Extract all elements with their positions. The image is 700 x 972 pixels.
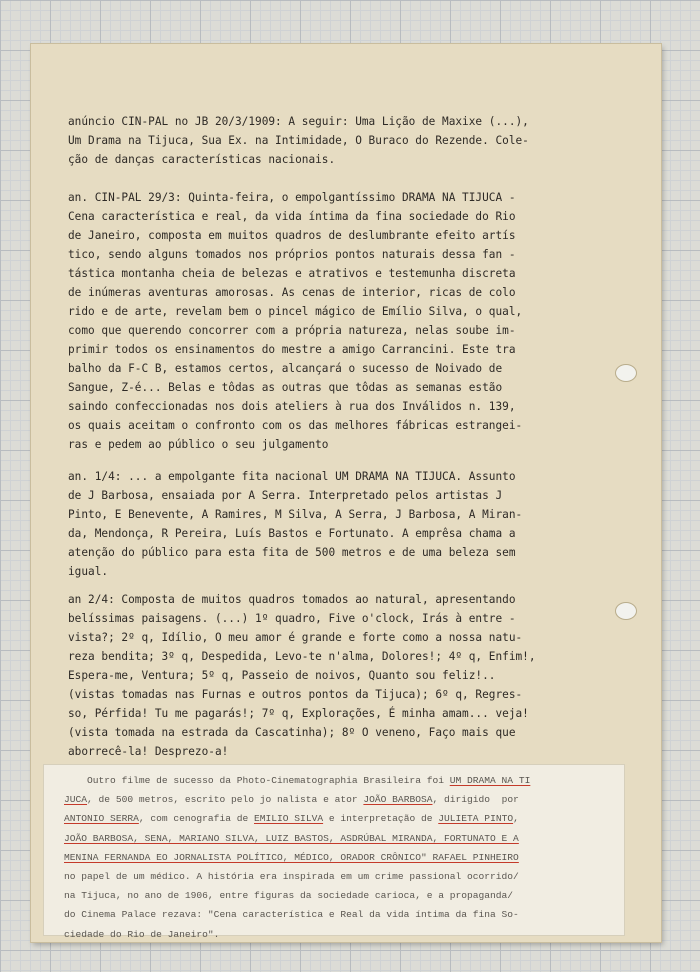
note-line: ciedade do Rio de Janeiro". <box>64 928 220 940</box>
text-line: de Janeiro, composta em muitos quadros de deslumbrante efeito artís <box>68 229 516 242</box>
underlined-name: EMILIO SILVA <box>254 813 324 825</box>
text-line: Espera-me, Ventura; 5º q, Passeio de noivos, Quanto sou feliz!.. <box>68 669 496 682</box>
text-line: reza bendita; 3º q, Despedida, Levo-te n'alma, Dolores!; 4º q, Enfim!, <box>68 650 536 663</box>
text-line: Cena característica e real, da vida íntima da fina sociedade do Rio <box>68 210 516 223</box>
text-line: Pinto, E Benevente, A Ramires, M Silva, A Serra, J Barbosa, A Miran- <box>68 508 523 521</box>
note-line: na Tijuca, no ano de 1906, entre figuras da sociedade carioca, e a propaganda/ <box>64 890 514 902</box>
note-line: ANTONIO SERRA, com cenografia de EMILIO SILVA e interpretação de JULIETA PINTO, <box>64 813 519 825</box>
pasted-note <box>44 765 624 940</box>
text-line: igual. <box>68 565 109 578</box>
note-line: JUCA, de 500 metros, escrito pelo jo nalista e ator JOÃO BARBOSA, dirigido por <box>64 794 519 806</box>
paragraph-announcement-29-3 <box>68 188 654 454</box>
paragraph-announcement-1-4 <box>68 467 654 581</box>
text-line: belíssimas paisagens. (...) 1º quadro, Five o'clock, Irás à entre - <box>68 612 516 625</box>
underlined-name: ANTONIO SERRA <box>64 813 139 825</box>
text-line: an. CIN-PAL 29/3: Quinta-feira, o empolgantíssimo DRAMA NA TIJUCA - <box>68 191 516 204</box>
note-line: do Cinema Palace rezava: "Cena característica e Real da vida íntima da fina So- <box>64 909 519 921</box>
text-line: (vista tomada na estrada da Cascatinha); 8º O veneno, Faço mais que <box>68 726 516 739</box>
text-line: tico, sendo alguns tomados nos próprios pontos naturais dessa fan - <box>68 248 516 261</box>
paragraph-announcement-jb <box>68 112 654 169</box>
text-line: como que querendo concorrer com a própria natureza, nelas soube im- <box>68 324 516 337</box>
note-line: no papel de um médico. A história era inspirada em um crime passional ocorrido/ <box>64 871 519 883</box>
text-line: Sangue, Z-é... Belas e tôdas as outras que tôdas as semanas estão <box>68 381 503 394</box>
text-line: anúncio CIN-PAL no JB 20/3/1909: A seguir: Uma Lição de Maxixe (...), <box>68 115 529 128</box>
note-line: Outro filme de sucesso da Photo-Cinematographia Brasileira foi UM DRAMA NA TI <box>64 775 531 786</box>
text-line: an. 1/4: ... a empolgante fita nacional UM DRAMA NA TIJUCA. Assunto <box>68 470 516 483</box>
text-line: vista?; 2º q, Idílio, O meu amor é grande e forte como a nossa natu- <box>68 631 523 644</box>
note-line <box>64 852 519 863</box>
text-line: de inúmeras aventuras amorosas. As cenas de interior, ricas de colo <box>68 286 516 299</box>
paragraph-announcement-2-4 <box>68 590 654 761</box>
underlined-name: MENINA FERNANDA EO JORNALISTA POLÍTICO, MÉDICO, ORADOR CRÔNICO" RAFAEL PINHEIRO <box>64 851 519 863</box>
text-line: de J Barbosa, ensaiada por A Serra. Interpretado pelos artistas J <box>68 489 503 502</box>
text-line: ção de danças características nacionais. <box>68 153 336 166</box>
text-line: rido e de arte, revelam bem o pincel mágico de Emílio Silva, o qual, <box>68 305 523 318</box>
text-line: tástica montanha cheia de belezas e atrativos e testemunha discreta <box>68 267 516 280</box>
text-line: atenção do público para esta fita de 500 metros e de uma beleza sem <box>68 546 516 559</box>
underlined-name: UM DRAMA NA TI <box>449 775 531 786</box>
underlined-name: JUCA <box>64 794 88 806</box>
text-line: os quais aceitam o confronto com os das melhores fábricas estrangei- <box>68 419 523 432</box>
text-line: Um Drama na Tijuca, Sua Ex. na Intimidade, O Buraco do Rezende. Cole- <box>68 134 529 147</box>
text-line: aborrecê-la! Desprezo-a! <box>68 745 229 758</box>
text-line: da, Mendonça, R Pereira, Luís Bastos e Fortunato. A emprêsa chama a <box>68 527 516 540</box>
text-line: (vistas tomadas nas Furnas e outros pontos da Tijuca); 6º q, Regres- <box>68 688 523 701</box>
underlined-name: JOÃO BARBOSA <box>363 794 433 806</box>
text-line: an 2/4: Composta de muitos quadros tomados ao natural, apresentando <box>68 593 516 606</box>
text-line: primir todos os ensinamentos do mestre a amigo Carrancini. Este tra <box>68 343 516 356</box>
note-line <box>64 833 519 844</box>
underlined-name: JOÃO BARBOSA, SENA, MARIANO SILVA, LUIZ BASTOS, ASDRÚBAL MIRANDA, FORTUNATO E A <box>64 832 519 844</box>
text-line: ras e pedem ao público o seu julgamento <box>68 438 329 451</box>
text-line: so, Pérfida! Tu me pagarás!; 7º q, Explorações, É minha amam... veja! <box>68 707 529 720</box>
text-line: saindo confeccionadas nos dois ateliers à rua dos Inválidos n. 139, <box>68 400 516 413</box>
note-text <box>64 771 616 944</box>
underlined-name: JULIETA PINTO <box>438 813 514 825</box>
text-line: balho da F-C B, estamos certos, alcançará o sucesso de Noivado de <box>68 362 503 375</box>
